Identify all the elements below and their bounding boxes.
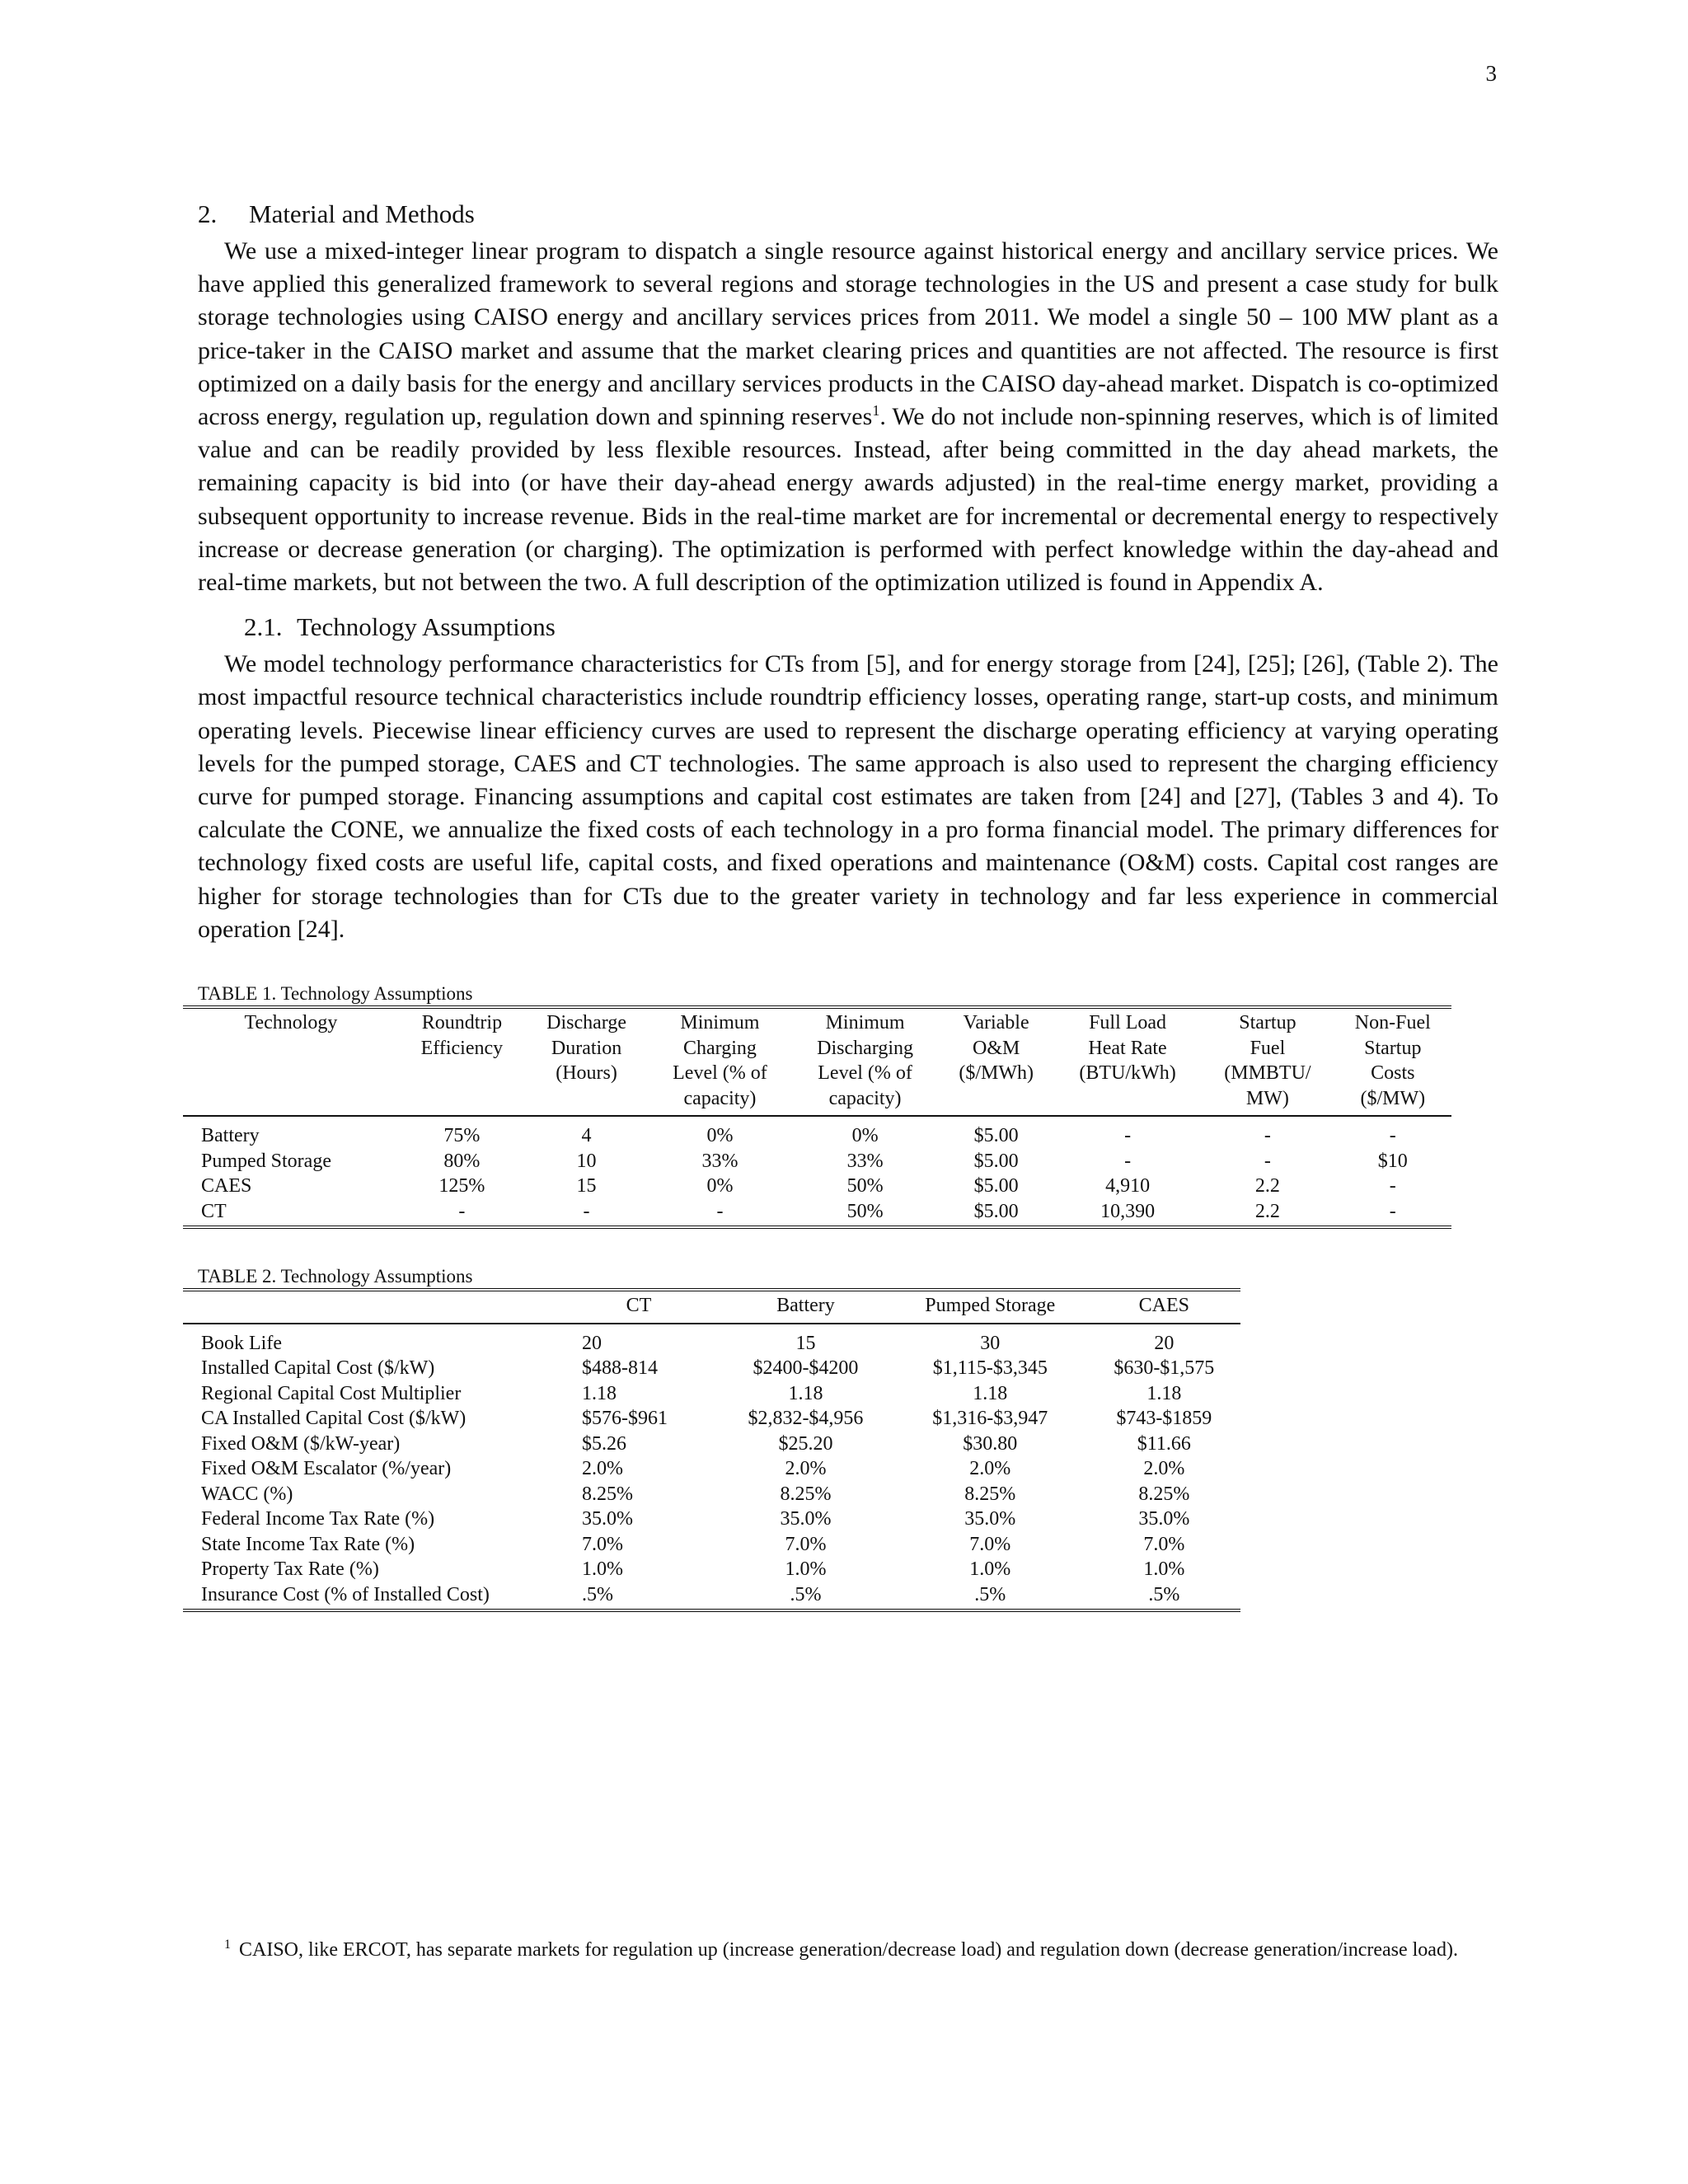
table1-cell: -	[1389, 1200, 1396, 1222]
table1-cell: -	[1124, 1125, 1132, 1147]
page-content	[198, 196, 1498, 1612]
table1-header-cell	[1334, 1007, 1451, 1116]
table1-cell: 2.2	[1254, 1175, 1280, 1197]
subsection-title: Technology Assumptions	[297, 612, 556, 642]
table1-header-line: Startup	[1364, 1037, 1422, 1059]
table2-cell: $576-$961	[582, 1408, 668, 1430]
subsection-heading	[244, 609, 1498, 645]
table1-row	[183, 1199, 1451, 1228]
table1-cell: 50%	[846, 1175, 884, 1197]
table2-cell: CA Installed Capital Cost ($/kW)	[201, 1408, 467, 1430]
table1-header-line: (Hours)	[556, 1062, 617, 1085]
table2-cell: 30	[980, 1332, 1001, 1354]
page-number: 3	[1485, 61, 1497, 86]
table1-cell: -	[1389, 1175, 1396, 1197]
table2-cell: 8.25%	[964, 1483, 1016, 1505]
table1-cell: -	[583, 1200, 590, 1222]
table1-cell: 0%	[851, 1125, 879, 1147]
table2-cell: $30.80	[963, 1432, 1018, 1455]
table1-cell: 10,390	[1100, 1200, 1156, 1222]
table2-caption: TABLE 2. Technology Assumptions	[198, 1266, 473, 1287]
section-number: 2.	[198, 199, 218, 228]
paragraph-text: We use a mixed-integer linear program to dispatch a single resource against historical energy and ancillary service prices. We have applied this generalized framework to several regions and storage technologies in the US and present a case study for bulk storage technologies using CAISO energy and ancillary services prices from 2011. We model a single 50 – 100 MW plant as a price-taker in the CAISO market and assume that the market clearing prices and quantities are not affected. The resource is first optimized on a daily basis for the energy and ancillary services products in the CAISO day-ahead market. Dispatch is co-optimized across energy, regulation up, regulation down and spinning reserves	[198, 237, 1498, 431]
table2-header-cell: CT	[559, 1290, 719, 1324]
table1-cell: 10	[576, 1150, 597, 1172]
table1-header-line: Efficiency	[420, 1037, 504, 1059]
table2-cell: 1.0%	[1143, 1558, 1185, 1581]
table2-cell: .5%	[974, 1583, 1006, 1605]
table2-cell: 20	[582, 1332, 602, 1354]
table2-cell: 35.0%	[780, 1508, 832, 1530]
table1-header-line: ($/MWh)	[959, 1062, 1034, 1085]
table2-cell: Installed Capital Cost ($/kW)	[201, 1357, 435, 1380]
table2-cell: 1.0%	[582, 1558, 623, 1581]
table1-cell: Battery	[201, 1125, 260, 1147]
section-heading	[198, 196, 1498, 232]
table2-cell: $5.26	[582, 1432, 626, 1455]
table1-cell: CAES	[201, 1175, 252, 1197]
table2-header-cell: Battery	[719, 1290, 893, 1324]
table1-header-line: (BTU/kWh)	[1079, 1062, 1176, 1085]
table1-cell: 0%	[706, 1175, 734, 1197]
table1-header-line: Costs	[1371, 1062, 1415, 1085]
table1-cell: Pumped Storage	[201, 1150, 331, 1172]
table2-cell: 1.18	[582, 1382, 617, 1404]
table1-header-line: Duration	[551, 1037, 622, 1059]
table2-cell: $2400-$4200	[753, 1357, 859, 1380]
table2-row	[183, 1381, 1240, 1407]
table2-cell: 2.0%	[1143, 1458, 1185, 1480]
table2-cell: 15	[795, 1332, 816, 1354]
table2-cell: 8.25%	[1138, 1483, 1190, 1505]
table1-cell: 2.2	[1254, 1200, 1280, 1222]
table2-row	[183, 1582, 1240, 1611]
table1-cell: 4	[581, 1125, 592, 1147]
table2-row	[183, 1482, 1240, 1507]
table1-cell: -	[716, 1200, 724, 1222]
table2-cell: 1.18	[788, 1382, 823, 1404]
subsection-number: 2.1.	[244, 612, 283, 642]
table1-row	[183, 1149, 1451, 1174]
table1-header-line: Minimum	[825, 1012, 905, 1034]
table1-header-line: Non-Fuel	[1354, 1012, 1431, 1034]
table2-cell: .5%	[582, 1583, 613, 1605]
table2-cell: Fixed O&M ($/kW-year)	[201, 1432, 401, 1455]
table2-cell: 7.0%	[969, 1533, 1011, 1555]
table1-cell: $5.00	[973, 1150, 1019, 1172]
table1-caption: TABLE 1. Technology Assumptions	[198, 983, 473, 1005]
table1-header-line: Fuel	[1250, 1037, 1286, 1059]
table1-row	[183, 1174, 1451, 1199]
table2-cell: 35.0%	[1138, 1508, 1190, 1530]
table2-row	[183, 1406, 1240, 1432]
table2-cell: 1.0%	[785, 1558, 827, 1581]
table2-cell: $2,832-$4,956	[748, 1408, 864, 1430]
table2-header-cell	[183, 1290, 559, 1324]
table2-cell: .5%	[1148, 1583, 1180, 1605]
table2-row	[183, 1557, 1240, 1582]
table1-header-line: MW)	[1245, 1087, 1289, 1109]
table2-row	[183, 1532, 1240, 1558]
table2-cell: Regional Capital Cost Multiplier	[201, 1382, 462, 1404]
table2-cell: Property Tax Rate (%)	[201, 1558, 379, 1581]
table2-cell: 2.0%	[785, 1458, 827, 1480]
table2-row	[183, 1432, 1240, 1457]
table1-cell: -	[1124, 1150, 1132, 1172]
table1-header-line: O&M	[972, 1037, 1020, 1059]
table2-header-cell: Pumped Storage	[893, 1290, 1088, 1324]
table1-header-line: capacity)	[683, 1087, 757, 1109]
table1-header-line: Charging	[682, 1037, 757, 1059]
table2-cell: $11.66	[1137, 1432, 1191, 1455]
table2-cell: 7.0%	[1143, 1533, 1185, 1555]
table1-header-line: capacity)	[828, 1087, 902, 1109]
table1-header-cell	[399, 1007, 525, 1116]
table1-cell: $10	[1377, 1150, 1408, 1172]
table2-cell: $1,115-$3,345	[932, 1357, 1048, 1380]
table2-cell: 7.0%	[785, 1533, 827, 1555]
table2-cell: 1.0%	[969, 1558, 1011, 1581]
paragraph-methods	[198, 235, 1498, 599]
table1-cell: -	[458, 1200, 466, 1222]
section-title: Material and Methods	[249, 199, 475, 228]
table2-row	[183, 1456, 1240, 1482]
table1-row	[183, 1116, 1451, 1149]
table2-cell: $743-$1859	[1116, 1408, 1212, 1430]
table1-cell: 80%	[443, 1150, 481, 1172]
table1-cell: -	[1264, 1150, 1271, 1172]
table2-cell: 35.0%	[964, 1508, 1016, 1530]
table2-cell: 2.0%	[969, 1458, 1011, 1480]
table1-header-cell	[1054, 1007, 1201, 1116]
table1-cell: CT	[201, 1200, 227, 1222]
table1	[183, 1005, 1451, 1229]
table1-header-cell	[938, 1007, 1053, 1116]
table2-cell: 20	[1154, 1332, 1175, 1354]
table2-cell: 35.0%	[582, 1508, 633, 1530]
table2-cell: 8.25%	[582, 1483, 633, 1505]
table1-cell: 15	[576, 1175, 597, 1197]
table1-header-cell	[648, 1007, 792, 1116]
table2-cell: WACC (%)	[201, 1483, 293, 1505]
footnote-mark: 1	[224, 1938, 231, 1952]
table1-header-line: Minimum	[680, 1012, 760, 1034]
table2-cell: Federal Income Tax Rate (%)	[201, 1508, 435, 1530]
table2-cell: Insurance Cost (% of Installed Cost)	[201, 1583, 490, 1605]
table2-row	[183, 1507, 1240, 1532]
table2-cell: $488-814	[582, 1357, 658, 1380]
footnote-text: CAISO, like ERCOT, has separate markets for regulation up (increase generation/decrease load) and regulation down (decrease generation/increase load).	[239, 1939, 1458, 1961]
table1-cell: 0%	[706, 1125, 734, 1147]
table1-header-line: Level (% of	[673, 1062, 767, 1085]
table1-cell: $5.00	[973, 1125, 1019, 1147]
table1-header-line: Heat Rate	[1088, 1037, 1167, 1059]
table2	[183, 1288, 1240, 1612]
table2-cell: Book Life	[201, 1332, 282, 1354]
table1-header-line: Level (% of	[818, 1062, 912, 1085]
table2-row	[183, 1356, 1240, 1381]
table1-header-cell	[1201, 1007, 1334, 1116]
paragraph-technology: We model technology performance characteristics for CTs from [5], and for energy storage from [24], [25]; [26], (Table 2). The most impactful resource technical characteristics include roundtrip efficiency losses, operating range, start-up costs, and minimum operating levels. Piecewise linear efficiency curves are used to represent the discharge operating efficiency at varying operating levels for the pumped storage, CAES and CT technologies. The same approach is also used to represent the charging efficiency curve for pumped storage. Financing assumptions and capital cost estimates are taken from [24] and [27], (Tables 3 and 4). To calculate the CONE, we annualize the fixed costs of each technology in a pro forma financial model. The primary differences for technology fixed costs are useful life, capital costs, and fixed operations and maintenance (O&M) costs. Capital cost ranges are higher for storage technologies than for CTs due to the greater variety in technology and far less experience in commercial operation [24].	[198, 650, 1498, 943]
table1-cell: -	[1264, 1125, 1271, 1147]
table1-header-line: Full Load	[1089, 1012, 1167, 1034]
table2-cell: 1.18	[1146, 1382, 1182, 1404]
table1-cell: $5.00	[973, 1175, 1019, 1197]
table2-cell: 1.18	[973, 1382, 1008, 1404]
table1-header-line: ($/MW)	[1360, 1087, 1426, 1109]
footnote	[198, 1937, 1498, 1963]
table1-header-line: Roundtrip	[421, 1012, 503, 1034]
table1-cell: 33%	[846, 1150, 884, 1172]
table1-header-line: (MMBTU/	[1224, 1062, 1311, 1085]
table1-cell: $5.00	[973, 1200, 1019, 1222]
paragraph-text: . We do not include non-spinning reserves, which is of limited value and can be readily provided by less flexible resources. Instead, after being committed in the day ahead markets, the remaining capacity is bid into (or have their day-ahead energy awards adjusted) in the real-time energy market, providing a subsequent opportunity to increase revenue. Bids in the real-time market are for incremental or decremental energy to respectively increase or decrease generation (or charging). The optimization is performed with perfect knowledge within the day-ahead and real-time markets, but not between the two. A full description of the optimization utilized is found in Appendix A.	[198, 403, 1498, 597]
table1-header-cell	[792, 1007, 939, 1116]
table2-cell: State Income Tax Rate (%)	[201, 1533, 415, 1555]
table2-cell: $1,316-$3,947	[932, 1408, 1048, 1430]
table2-cell: 7.0%	[582, 1533, 623, 1555]
table1-header-line: Startup	[1239, 1012, 1296, 1034]
table2-cell: 2.0%	[582, 1458, 623, 1480]
table1-cell: 4,910	[1105, 1175, 1151, 1197]
table1-header-cell	[525, 1007, 648, 1116]
table1-cell: -	[1389, 1125, 1396, 1147]
table2-cell: 8.25%	[780, 1483, 832, 1505]
table1-header-line: Discharge	[546, 1012, 626, 1034]
table1-header-line: Discharging	[817, 1037, 914, 1059]
table1-cell: 50%	[846, 1200, 884, 1222]
table2-row	[183, 1324, 1240, 1357]
table2-cell: Fixed O&M Escalator (%/year)	[201, 1458, 452, 1480]
table1-cell: 33%	[701, 1150, 738, 1172]
table1-cell: 125%	[438, 1175, 485, 1197]
table1-header-line: Technology	[244, 1012, 338, 1034]
table1-header-line: Variable	[963, 1012, 1029, 1034]
table1-header-cell	[183, 1007, 399, 1116]
table2-cell: $630-$1,575	[1114, 1357, 1215, 1380]
table2-header-cell: CAES	[1088, 1290, 1240, 1324]
table2-cell: .5%	[790, 1583, 822, 1605]
table2-cell: $25.20	[778, 1432, 833, 1455]
table1-cell: 75%	[443, 1125, 481, 1147]
footnote-reference: 1	[872, 402, 880, 419]
